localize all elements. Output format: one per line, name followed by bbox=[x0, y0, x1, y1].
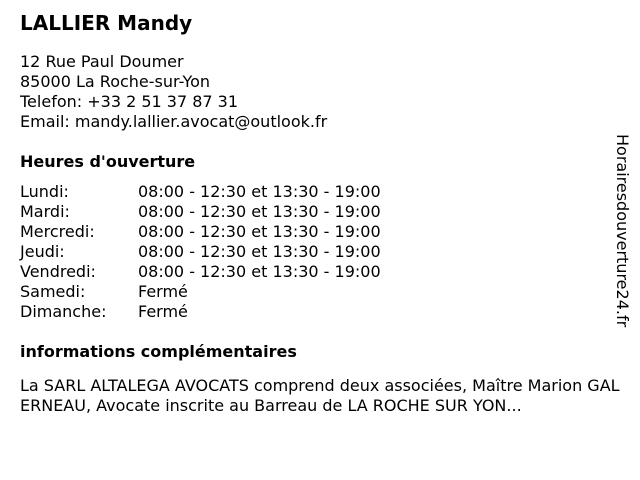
hours-day-label: Mardi: bbox=[20, 202, 70, 221]
business-name: LALLIER Mandy bbox=[20, 11, 193, 35]
opening-hours-list bbox=[20, 182, 616, 322]
hours-day-label: Vendredi: bbox=[20, 262, 96, 281]
hours-row-sunday bbox=[20, 302, 616, 322]
additional-info-title: informations complémentaires bbox=[20, 342, 297, 361]
hours-row-wednesday bbox=[20, 222, 616, 242]
hours-time-value: Fermé bbox=[138, 282, 188, 301]
additional-info-text: La SARL ALTALEGA AVOCATS comprend deux associées, Maître Marion GALERNEAU, Avocate inscrite au Barreau de LA ROCHE SUR YON... bbox=[20, 376, 620, 415]
hours-day-label: Lundi: bbox=[20, 182, 69, 201]
hours-time-value: 08:00 - 12:30 et 13:30 - 19:00 bbox=[138, 202, 381, 221]
hours-row-thursday bbox=[20, 242, 616, 262]
business-card bbox=[20, 10, 620, 416]
address-street: 12 Rue Paul Doumer bbox=[20, 52, 184, 71]
hours-time-value: 08:00 - 12:30 et 13:30 - 19:00 bbox=[138, 182, 381, 201]
hours-time-value: 08:00 - 12:30 et 13:30 - 19:00 bbox=[138, 222, 381, 241]
hours-day-label: Mercredi: bbox=[20, 222, 95, 241]
site-watermark: Horairesdouverture24.fr bbox=[613, 134, 632, 328]
hours-day-label: Dimanche: bbox=[20, 302, 107, 321]
hours-time-value: 08:00 - 12:30 et 13:30 - 19:00 bbox=[138, 242, 381, 261]
email-address: Email: mandy.lallier.avocat@outlook.fr bbox=[20, 112, 328, 131]
hours-row-saturday bbox=[20, 282, 616, 302]
hours-row-tuesday bbox=[20, 202, 616, 222]
hours-row-friday bbox=[20, 262, 616, 282]
hours-day-label: Jeudi: bbox=[20, 242, 65, 261]
opening-hours-title: Heures d'ouverture bbox=[20, 152, 196, 171]
hours-row-monday bbox=[20, 182, 616, 202]
phone-number: Telefon: +33 2 51 37 87 31 bbox=[20, 92, 239, 111]
hours-time-value: Fermé bbox=[138, 302, 188, 321]
hours-day-label: Samedi: bbox=[20, 282, 86, 301]
address-city: 85000 La Roche-sur-Yon bbox=[20, 72, 211, 91]
hours-time-value: 08:00 - 12:30 et 13:30 - 19:00 bbox=[138, 262, 381, 281]
